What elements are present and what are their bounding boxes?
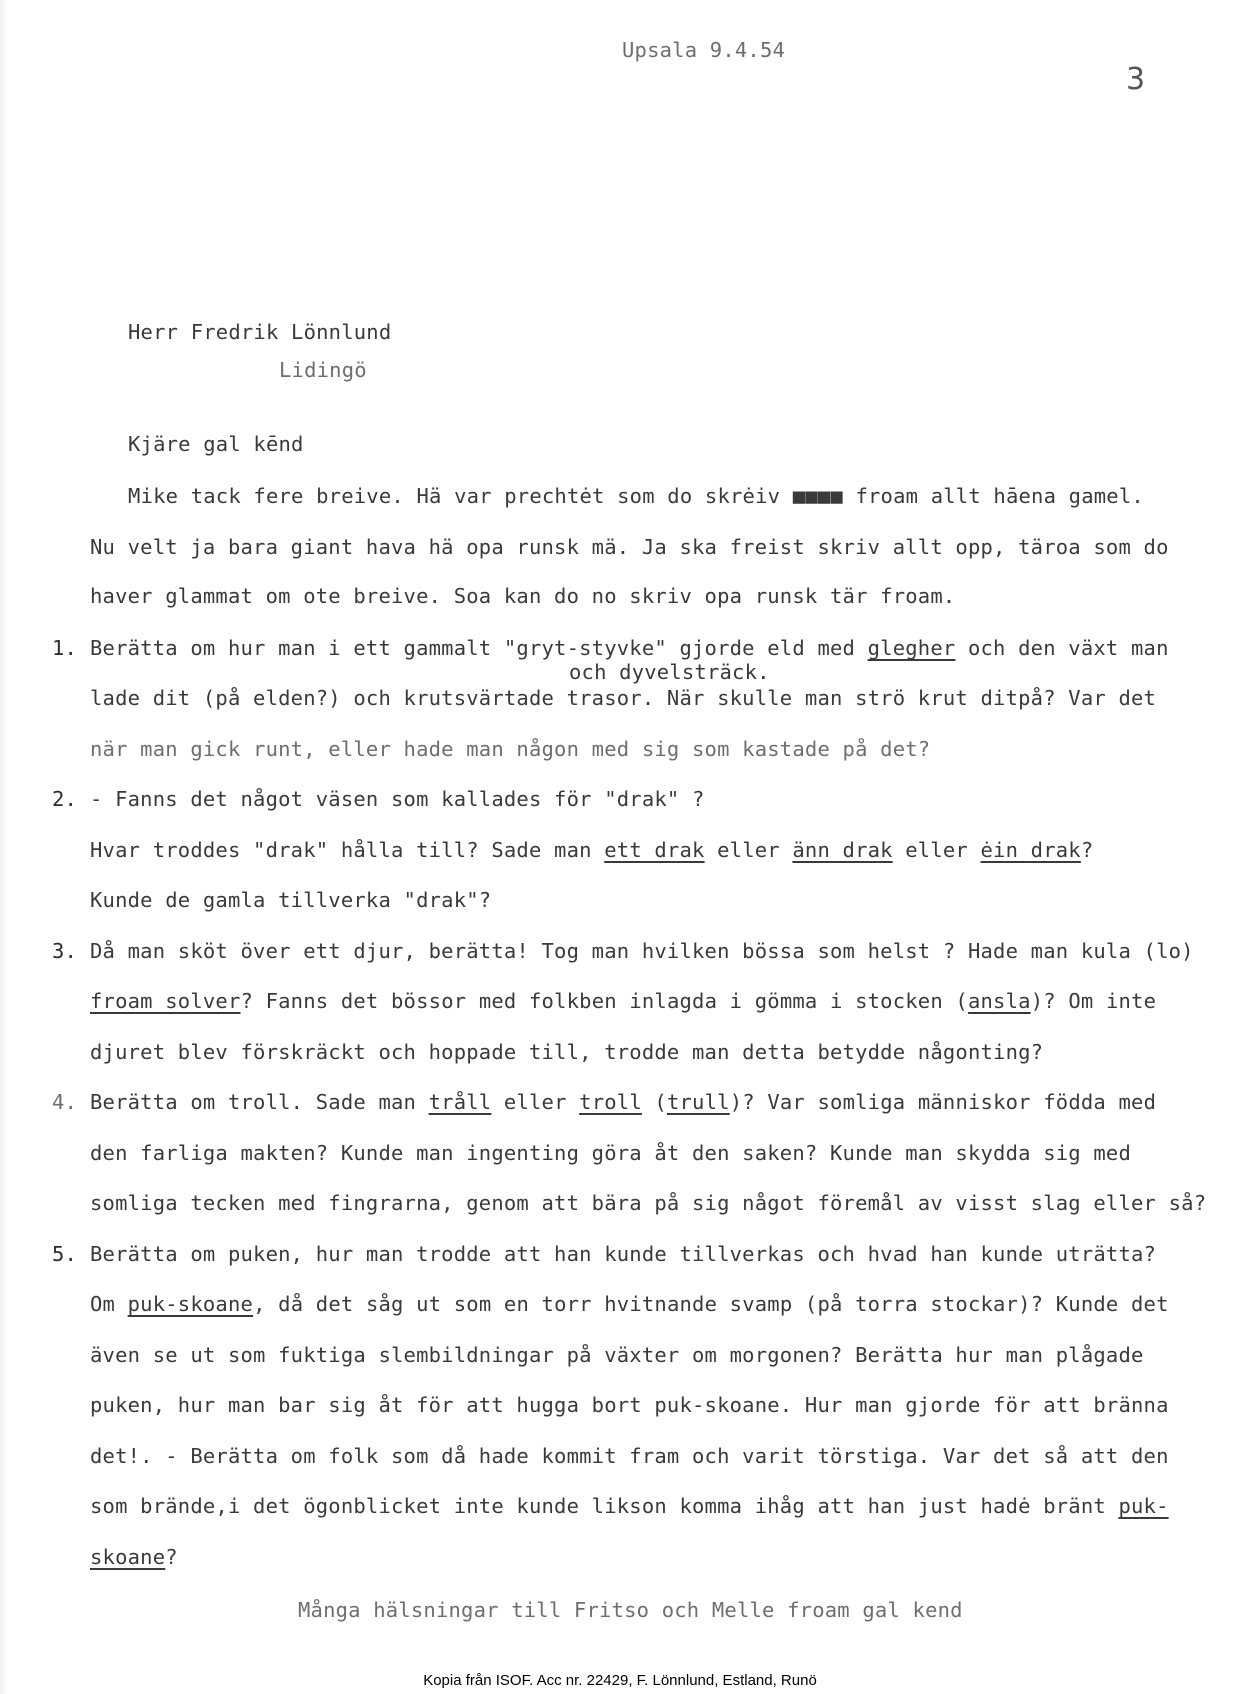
question-2-line-1: - Fanns det något väsen som kallades för "drak" ? bbox=[90, 787, 705, 811]
question-3-line-2 bbox=[90, 989, 1156, 1013]
question-number-4: 4. bbox=[52, 1090, 78, 1114]
question-4-line-1 bbox=[90, 1090, 1156, 1114]
question-1-line-3: när man gick runt, eller hade man någon med sig som kastade på det? bbox=[90, 737, 931, 761]
question-5-line-2 bbox=[90, 1292, 1169, 1316]
recipient-name: Herr Fredrik Lönnlund bbox=[128, 320, 392, 344]
question-5-line-5: det!. - Berätta om folk som då hade kommit fram och varit törstiga. Var det så att den bbox=[90, 1444, 1169, 1468]
q3-underlined-froam-solver: froam solver bbox=[90, 989, 241, 1013]
question-number-2: 2. bbox=[52, 787, 78, 811]
question-1-insert: och dyvelsträck. bbox=[569, 660, 770, 684]
q3-text-a: ? Fanns det bössor med folkben inlagda i gömma i stocken ( bbox=[240, 989, 968, 1013]
place-date: Upsala 9.4.54 bbox=[622, 38, 786, 62]
question-number-1: 1. bbox=[52, 636, 78, 660]
q5-text-a: Om bbox=[90, 1292, 128, 1316]
q4-underlined-trall: tråll bbox=[428, 1090, 492, 1114]
q1-text-b: och den växt man bbox=[955, 636, 1169, 660]
q2-underlined-ein-drak: ėin drak bbox=[980, 838, 1081, 862]
q5-text-d: ? bbox=[165, 1545, 178, 1569]
q2-text-d: ? bbox=[1080, 838, 1094, 862]
salutation: Kjäre gal kēnd bbox=[128, 432, 304, 456]
intro-line-2: Nu velt ja bara giant hava hä opa runsk mä. Ja ska freist skriv allt opp, täroa som do bbox=[90, 535, 1169, 559]
q2-text-a: Hvar troddes "drak" hålla till? Sade man bbox=[90, 838, 605, 862]
q2-underlined-ett-drak: ett drak bbox=[604, 838, 705, 862]
q4-underlined-trull: trull bbox=[666, 1090, 730, 1114]
intro-line-1: Mike tack fere breive. Hä var prechtėt som do skrėiv ■■■■ froam allt hāena gamel. bbox=[128, 484, 1144, 508]
q1-underlined-glegher: glegher bbox=[867, 636, 956, 660]
q2-underlined-ann-drak: änn drak bbox=[792, 838, 893, 862]
archive-footer: Kopia från ISOF. Acc nr. 22429, F. Lönnlund, Estland, Runö bbox=[423, 1672, 817, 1689]
q4-text-a: Berätta om troll. Sade man bbox=[90, 1090, 429, 1114]
question-number-5: 5. bbox=[52, 1242, 78, 1266]
q5-text-b: , då det såg ut som en torr hvitnande svamp (på torra stockar)? Kunde det bbox=[253, 1292, 1169, 1316]
question-1-line-2: lade dit (på elden?) och krutsvärtade trasor. När skulle man strö krut ditpå? Var det bbox=[90, 686, 1157, 710]
q4-text-b: eller bbox=[491, 1090, 580, 1114]
q4-text-d: )? Var somliga människor födda med bbox=[729, 1090, 1157, 1114]
q4-text-c: ( bbox=[641, 1090, 667, 1114]
q2-text-b: eller bbox=[704, 838, 793, 862]
question-5-line-7 bbox=[90, 1545, 178, 1569]
q5-underlined-skoane: skoane bbox=[90, 1545, 166, 1569]
q1-text-a: Berätta om hur man i ett gammalt "gryt-styvke" gjorde eld med bbox=[90, 636, 868, 660]
question-2-line-2 bbox=[90, 838, 1093, 862]
question-1-line-1 bbox=[90, 636, 1169, 660]
q5-underlined-puk-skoane: puk-skoane bbox=[127, 1292, 254, 1316]
q2-text-c: eller bbox=[892, 838, 981, 862]
intro-line-3: haver glammat om ote breive. Soa kan do no skriv opa runsk tär froam. bbox=[90, 584, 956, 608]
scan-edge bbox=[0, 0, 8, 1694]
q3-text-b: )? Om inte bbox=[1030, 989, 1157, 1013]
closing-greeting: Många hälsningar till Fritso och Melle froam gal kend bbox=[298, 1598, 963, 1622]
question-3-line-1: Då man sköt över ett djur, berätta! Tog man hvilken bössa som helst ? Hade man kula (lo) bbox=[90, 939, 1194, 963]
page-number: 3 bbox=[1126, 62, 1146, 97]
question-4-line-3: somliga tecken med fingrarna, genom att bära på sig något föremål av visst slag eller så? bbox=[90, 1191, 1207, 1215]
q4-underlined-troll: troll bbox=[579, 1090, 642, 1114]
q5-underlined-puk: puk- bbox=[1118, 1494, 1169, 1518]
question-3-line-3: djuret blev förskräckt och hoppade till, trodde man detta betydde någonting? bbox=[90, 1040, 1044, 1064]
question-5-line-6 bbox=[90, 1494, 1169, 1518]
question-number-3: 3. bbox=[52, 939, 78, 963]
q3-underlined-ansla: ansla bbox=[967, 989, 1031, 1013]
question-2-line-3: Kunde de gamla tillverka "drak"? bbox=[90, 888, 492, 912]
recipient-place: Lidingö bbox=[279, 358, 367, 382]
question-5-line-1: Berätta om puken, hur man trodde att han kunde tillverkas och hvad han kunde uträtta? bbox=[90, 1242, 1157, 1266]
question-5-line-3: även se ut som fuktiga slembildningar på växter om morgonen? Berätta hur man plågade bbox=[90, 1343, 1144, 1367]
q5-text-c: som brände,i det ögonblicket inte kunde likson komma ihåg att han just hadė bränt bbox=[90, 1494, 1119, 1518]
question-4-line-2: den farliga makten? Kunde man ingenting göra åt den saken? Kunde man skydda sig med bbox=[90, 1141, 1131, 1165]
question-5-line-4: puken, hur man bar sig åt för att hugga bort puk-skoane. Hur man gjorde för att bränna bbox=[90, 1393, 1169, 1417]
